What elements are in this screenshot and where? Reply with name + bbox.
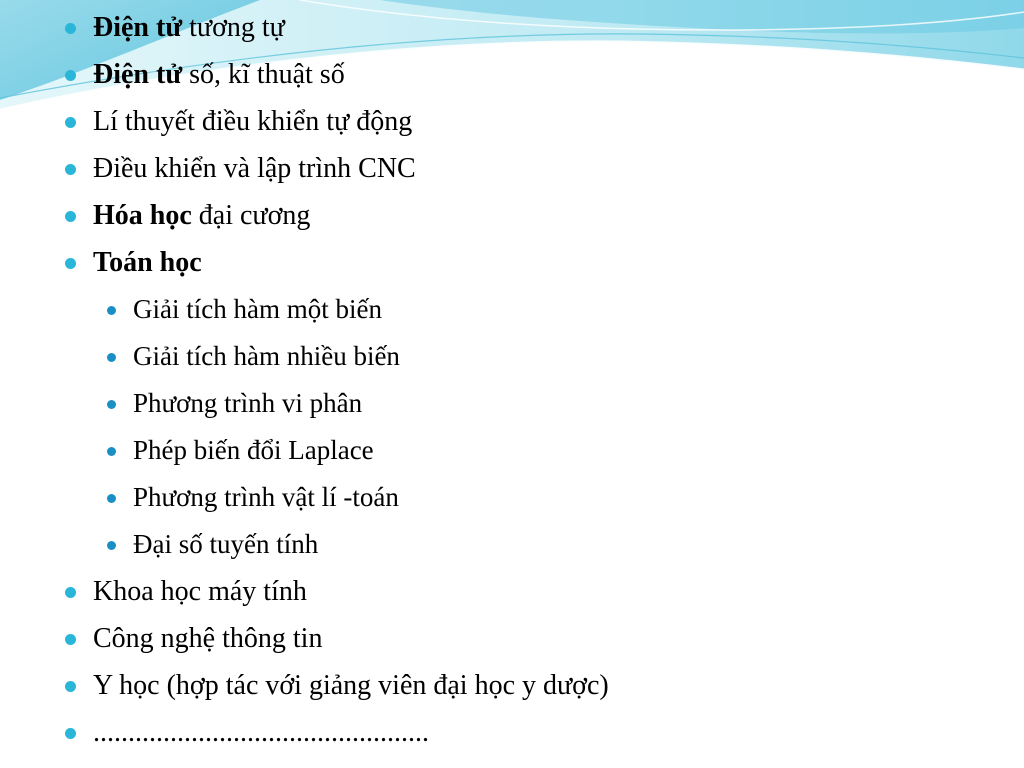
item-bold-text: Toán học: [93, 247, 202, 278]
bullet-icon: [107, 541, 116, 550]
list-item: [93, 625, 322, 653]
bullet-icon: [65, 23, 76, 34]
item-text: tương tự: [182, 12, 285, 43]
bullet-icon: [65, 117, 76, 128]
item-bold-text: Điện tử: [93, 12, 183, 43]
bullet-icon: [65, 258, 76, 269]
item-text: Giải tích hàm một biến: [133, 294, 382, 324]
list-item: [93, 155, 416, 183]
bullet-icon: [65, 211, 76, 222]
sub-list-item: [133, 296, 382, 323]
list-item: [93, 719, 429, 747]
list-item: [93, 108, 412, 136]
list-item: [93, 202, 310, 230]
sub-list-item: [133, 437, 374, 464]
item-text: số, kĩ thuật số: [182, 59, 345, 90]
bullet-icon: [107, 306, 116, 315]
bullet-icon: [65, 164, 76, 175]
bullet-icon: [107, 447, 116, 456]
item-text: đại cương: [191, 200, 311, 231]
bullet-icon: [107, 494, 116, 503]
list-item: [93, 672, 609, 700]
item-bold-text: Hóa học: [93, 200, 192, 231]
bullet-icon: [65, 634, 76, 645]
item-text: Đại số tuyến tính: [133, 529, 319, 559]
bullet-icon: [107, 400, 116, 409]
item-text: Phương trình vật lí -toán: [133, 482, 399, 512]
list-item: [93, 14, 285, 42]
list-item: [93, 61, 345, 89]
bullet-icon: [65, 587, 76, 598]
item-text: Khoa học máy tính: [93, 576, 307, 607]
bullet-icon: [65, 728, 76, 739]
list-item: [93, 578, 307, 606]
item-text: Y học (hợp tác với giảng viên đại học y dược): [93, 670, 609, 701]
item-bold-text: Điện tử: [93, 59, 183, 90]
item-text: Giải tích hàm nhiều biến: [133, 341, 400, 371]
item-text: Phương trình vi phân: [133, 388, 363, 418]
bullet-icon: [65, 70, 76, 81]
sub-list-item: [133, 484, 399, 511]
item-text: ................................................: [93, 717, 429, 748]
item-text: Điều khiển và lập trình CNC: [93, 153, 416, 184]
bullet-icon: [65, 681, 76, 692]
item-text: Lí thuyết điều khiển tự động: [93, 106, 413, 137]
sub-list-item: [133, 390, 362, 417]
sub-list-item: [133, 343, 400, 370]
item-text: Phép biến đổi Laplace: [133, 435, 374, 465]
list-item: [93, 249, 202, 277]
bullet-icon: [107, 353, 116, 362]
sub-list-item: [133, 531, 318, 558]
item-text: Công nghệ thông tin: [93, 623, 323, 654]
